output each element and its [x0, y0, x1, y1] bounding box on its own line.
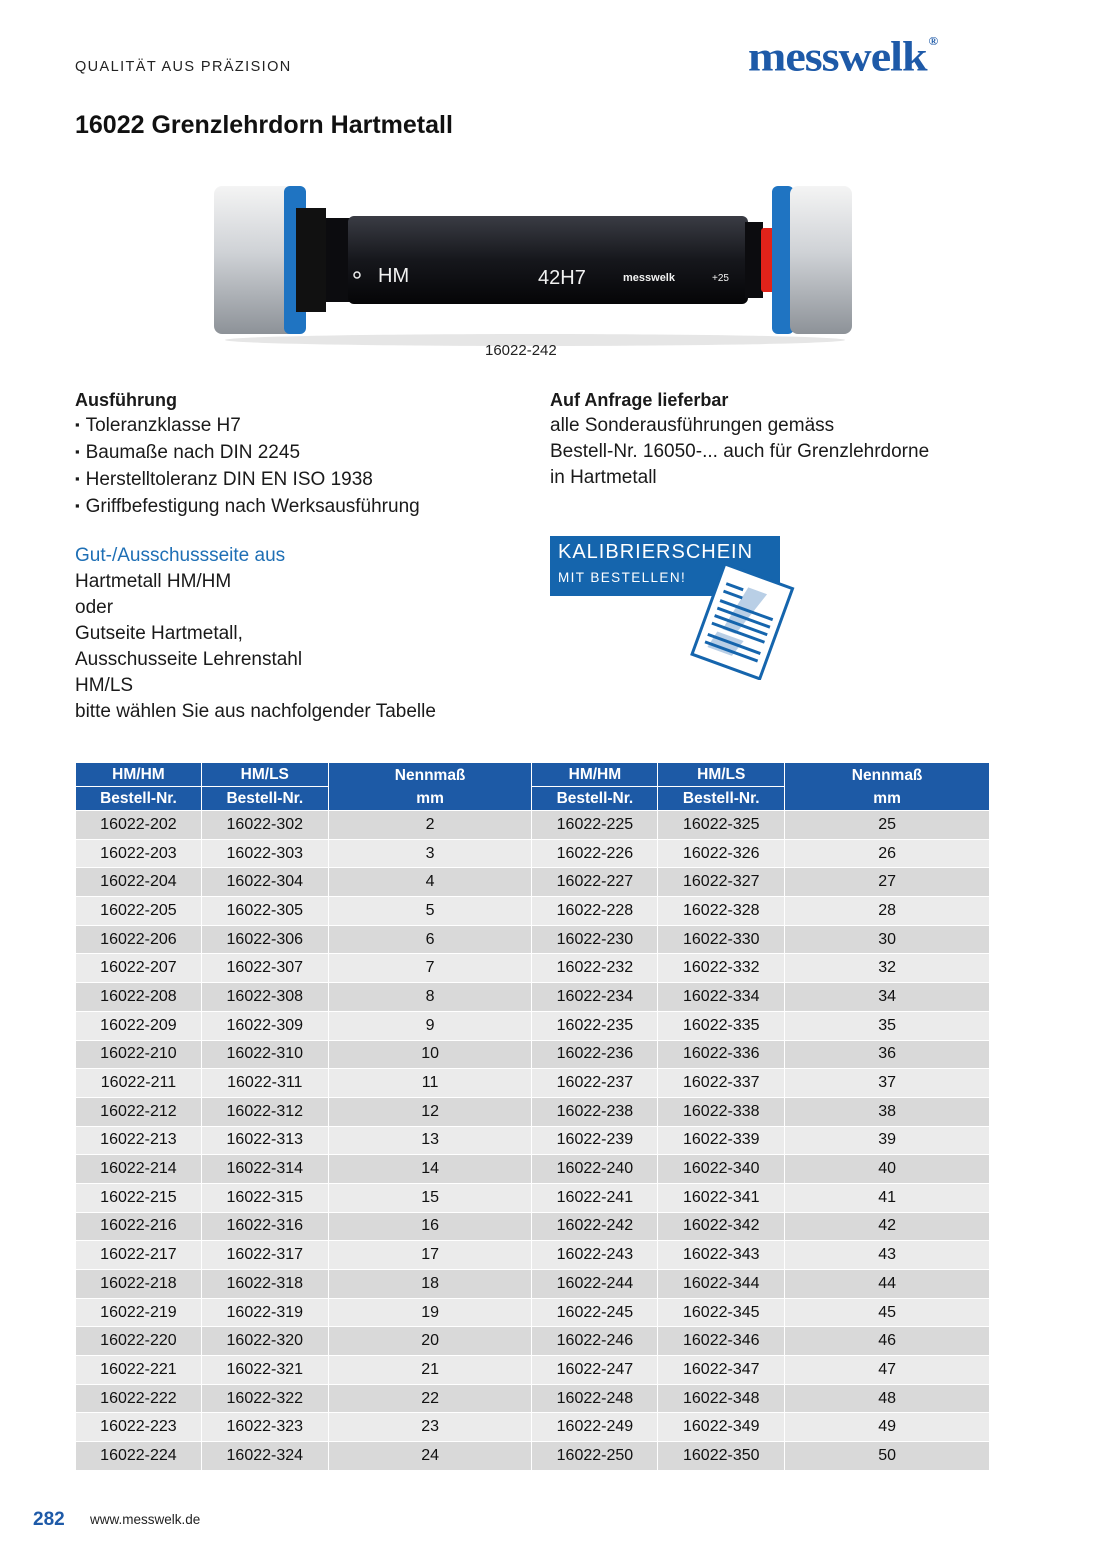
table-cell: 43: [785, 1241, 990, 1270]
table-cell: 24: [328, 1442, 532, 1471]
table-cell: 30: [785, 925, 990, 954]
material-section: [75, 543, 436, 725]
header-nennmass: Nennmaß mm: [785, 763, 990, 811]
table-cell: 16022-314: [201, 1155, 328, 1184]
page-number: 282: [33, 1509, 65, 1530]
table-cell: 16022-312: [201, 1097, 328, 1126]
table-row: [76, 1155, 990, 1184]
marking-tol: +25: [712, 273, 729, 284]
table-row: [76, 1327, 990, 1356]
table-cell: 16022-335: [658, 1011, 785, 1040]
table-cell: 16022-310: [201, 1040, 328, 1069]
table-row: [76, 1040, 990, 1069]
table-cell: 16022-308: [201, 983, 328, 1012]
header-hmls: HM/LS: [201, 763, 328, 787]
table-cell: 16022-349: [658, 1413, 785, 1442]
table-cell: 44: [785, 1270, 990, 1299]
table-cell: 22: [328, 1384, 532, 1413]
table-cell: 16022-338: [658, 1097, 785, 1126]
table-cell: 16022-207: [76, 954, 202, 983]
table-cell: 48: [785, 1384, 990, 1413]
table-cell: 16022-240: [532, 1155, 658, 1184]
table-cell: 16022-334: [658, 983, 785, 1012]
table-cell: 16022-320: [201, 1327, 328, 1356]
table-cell: 16022-232: [532, 954, 658, 983]
table-row: [76, 925, 990, 954]
page-title: 16022 Grenzlehrdorn Hartmetall: [75, 111, 453, 139]
table-cell: 16022-226: [532, 839, 658, 868]
header-bestell: Bestell-Nr.: [201, 787, 328, 811]
header-bestell: Bestell-Nr.: [658, 787, 785, 811]
table-row: [76, 954, 990, 983]
brand-logo: messwelk ®: [748, 32, 938, 80]
table-cell: 16022-222: [76, 1384, 202, 1413]
table-cell: 16022-323: [201, 1413, 328, 1442]
marking-hm: HM: [378, 265, 410, 287]
table-cell: 16022-202: [76, 811, 202, 840]
table-cell: 16022-230: [532, 925, 658, 954]
table-cell: 25: [785, 811, 990, 840]
table-cell: 10: [328, 1040, 532, 1069]
material-heading: Gut-/Ausschussseite aus: [75, 545, 286, 566]
table-cell: 39: [785, 1126, 990, 1155]
table-cell: 5: [328, 897, 532, 926]
table-cell: 41: [785, 1183, 990, 1212]
table-cell: 16022-242: [532, 1212, 658, 1241]
header-bestell: Bestell-Nr.: [532, 787, 658, 811]
table-cell: 16022-237: [532, 1069, 658, 1098]
table-cell: 16022-325: [658, 811, 785, 840]
table-row: [76, 1356, 990, 1385]
table-cell: 40: [785, 1155, 990, 1184]
table-cell: 16022-235: [532, 1011, 658, 1040]
table-cell: 16022-311: [201, 1069, 328, 1098]
table-row: [76, 811, 990, 840]
table-cell: 16022-350: [658, 1442, 785, 1471]
table-cell: 19: [328, 1298, 532, 1327]
table-cell: 16022-326: [658, 839, 785, 868]
material-line: Ausschusseite Lehrenstahl: [75, 649, 303, 670]
table-cell: 16022-225: [532, 811, 658, 840]
table-cell: 32: [785, 954, 990, 983]
table-cell: 16022-234: [532, 983, 658, 1012]
table-cell: 8: [328, 983, 532, 1012]
table-cell: 16022-328: [658, 897, 785, 926]
ausfuehrung-list: [75, 413, 420, 521]
table-cell: 16022-220: [76, 1327, 202, 1356]
list-item: ▪ Toleranzklasse H7: [75, 413, 420, 440]
table-cell: 20: [328, 1327, 532, 1356]
table-cell: 16022-330: [658, 925, 785, 954]
table-cell: 16022-306: [201, 925, 328, 954]
ausfuehrung-section: [75, 387, 420, 521]
table-cell: 16022-208: [76, 983, 202, 1012]
table-cell: 11: [328, 1069, 532, 1098]
table-cell: 16022-315: [201, 1183, 328, 1212]
table-cell: 16022-324: [201, 1442, 328, 1471]
table-cell: 14: [328, 1155, 532, 1184]
table-cell: 16022-345: [658, 1298, 785, 1327]
table-cell: 16022-246: [532, 1327, 658, 1356]
marking-brand: messwelk: [623, 272, 675, 284]
table-cell: 26: [785, 839, 990, 868]
table-cell: 16022-213: [76, 1126, 202, 1155]
table-cell: 18: [328, 1270, 532, 1299]
material-line: bitte wählen Sie aus nachfolgender Tabelle: [75, 701, 436, 722]
table-cell: 16022-305: [201, 897, 328, 926]
table-cell: 50: [785, 1442, 990, 1471]
table-cell: 16022-250: [532, 1442, 658, 1471]
table-cell: 16022-249: [532, 1413, 658, 1442]
table-cell: 15: [328, 1183, 532, 1212]
table-row: [76, 1011, 990, 1040]
table-cell: 16022-346: [658, 1327, 785, 1356]
header-hmhm: HM/HM: [532, 763, 658, 787]
table-row: [76, 1413, 990, 1442]
table-row: [76, 1384, 990, 1413]
table-row: [76, 983, 990, 1012]
table-cell: 16022-319: [201, 1298, 328, 1327]
table-cell: 28: [785, 897, 990, 926]
table-row: [76, 1126, 990, 1155]
table-cell: 6: [328, 925, 532, 954]
table-cell: 21: [328, 1356, 532, 1385]
table-cell: 16022-336: [658, 1040, 785, 1069]
table-row: [76, 1183, 990, 1212]
badge-subtitle: MIT BESTELLEN!: [558, 570, 687, 585]
table-cell: 4: [328, 868, 532, 897]
table-cell: 38: [785, 1097, 990, 1126]
table-cell: 16022-206: [76, 925, 202, 954]
table-cell: 16022-321: [201, 1356, 328, 1385]
table-cell: 13: [328, 1126, 532, 1155]
table-cell: 27: [785, 868, 990, 897]
table-cell: 16022-228: [532, 897, 658, 926]
ausfuehrung-heading: Ausführung: [75, 390, 177, 410]
material-line: Gutseite Hartmetall,: [75, 623, 243, 644]
table-cell: 3: [328, 839, 532, 868]
table-cell: 45: [785, 1298, 990, 1327]
table-cell: 34: [785, 983, 990, 1012]
material-line: HM/LS: [75, 675, 134, 696]
anfrage-section: [550, 387, 929, 491]
table-cell: 16022-205: [76, 897, 202, 926]
material-line: Hartmetall HM/HM: [75, 571, 232, 592]
table-cell: 16022-327: [658, 868, 785, 897]
table-cell: 7: [328, 954, 532, 983]
table-cell: 49: [785, 1413, 990, 1442]
table-cell: 16022-347: [658, 1356, 785, 1385]
table-cell: 2: [328, 811, 532, 840]
table-cell: 16022-212: [76, 1097, 202, 1126]
table-cell: 16022-309: [201, 1011, 328, 1040]
table-cell: 9: [328, 1011, 532, 1040]
table-body: [76, 811, 990, 1471]
table-cell: 16022-224: [76, 1442, 202, 1471]
table-cell: 16022-247: [532, 1356, 658, 1385]
table-cell: 16022-322: [201, 1384, 328, 1413]
table-cell: 16022-243: [532, 1241, 658, 1270]
table-cell: 42: [785, 1212, 990, 1241]
table-row: [76, 1241, 990, 1270]
table-cell: 46: [785, 1327, 990, 1356]
anfrage-line: Bestell-Nr. 16050-... auch für Grenzlehrdorne: [550, 441, 930, 462]
table-row: [76, 868, 990, 897]
table-cell: 37: [785, 1069, 990, 1098]
header-bestell: Bestell-Nr.: [76, 787, 202, 811]
table-cell: 16022-313: [201, 1126, 328, 1155]
header-hmhm: HM/HM: [76, 763, 202, 787]
table-cell: 17: [328, 1241, 532, 1270]
table-cell: 36: [785, 1040, 990, 1069]
table-cell: 16022-340: [658, 1155, 785, 1184]
list-item: ▪ Herstelltoleranz DIN EN ISO 1938: [75, 467, 420, 494]
table-row: [76, 1442, 990, 1471]
table-cell: 16022-217: [76, 1241, 202, 1270]
material-line: oder: [75, 597, 114, 618]
table-cell: 16022-317: [201, 1241, 328, 1270]
table-cell: 16022-316: [201, 1212, 328, 1241]
table-row: [76, 897, 990, 926]
table-cell: 16022-241: [532, 1183, 658, 1212]
table-cell: 16022-221: [76, 1356, 202, 1385]
product-image: [200, 168, 870, 348]
header-nennmass: Nennmaß mm: [328, 763, 532, 811]
table-cell: 16022-203: [76, 839, 202, 868]
table-cell: 47: [785, 1356, 990, 1385]
table-cell: 16022-332: [658, 954, 785, 983]
tagline: QUALITÄT AUS PRÄZISION: [75, 59, 292, 75]
table-cell: 16022-215: [76, 1183, 202, 1212]
product-caption: 16022-242: [485, 342, 557, 359]
anfrage-line: in Hartmetall: [550, 467, 657, 488]
certificate-document-icon: [676, 565, 806, 680]
table-cell: 16022-218: [76, 1270, 202, 1299]
table-cell: 16022-219: [76, 1298, 202, 1327]
table-cell: 16022-211: [76, 1069, 202, 1098]
table-cell: 16022-209: [76, 1011, 202, 1040]
table-cell: 16022-303: [201, 839, 328, 868]
header-hmls: HM/LS: [658, 763, 785, 787]
table-row: [76, 1097, 990, 1126]
table-cell: 35: [785, 1011, 990, 1040]
marking-size: 42H7: [538, 267, 586, 289]
table-cell: 16022-238: [532, 1097, 658, 1126]
table-cell: 23: [328, 1413, 532, 1442]
table-cell: 16022-248: [532, 1384, 658, 1413]
table-cell: 16: [328, 1212, 532, 1241]
table-cell: 16022-216: [76, 1212, 202, 1241]
table-cell: 16022-223: [76, 1413, 202, 1442]
table-row: [76, 1069, 990, 1098]
table-cell: 16022-204: [76, 868, 202, 897]
table-cell: 16022-342: [658, 1212, 785, 1241]
table-cell: 16022-348: [658, 1384, 785, 1413]
table-cell: 16022-227: [532, 868, 658, 897]
table-row: [76, 1212, 990, 1241]
website-url: www.messwelk.de: [90, 1512, 201, 1527]
table-cell: 16022-302: [201, 811, 328, 840]
table-cell: 16022-245: [532, 1298, 658, 1327]
badge-title: KALIBRIERSCHEIN: [558, 541, 754, 563]
table-cell: 16022-344: [658, 1270, 785, 1299]
order-table: [75, 762, 990, 1471]
table-cell: 16022-339: [658, 1126, 785, 1155]
table-cell: 16022-244: [532, 1270, 658, 1299]
table-cell: 16022-239: [532, 1126, 658, 1155]
anfrage-line: alle Sonderausführungen gemäss: [550, 415, 835, 436]
table-cell: 16022-318: [201, 1270, 328, 1299]
table-cell: 16022-214: [76, 1155, 202, 1184]
table-row: [76, 1298, 990, 1327]
anfrage-heading: Auf Anfrage lieferbar: [550, 390, 729, 410]
table-cell: 16022-210: [76, 1040, 202, 1069]
table-cell: 16022-236: [532, 1040, 658, 1069]
table-cell: 16022-337: [658, 1069, 785, 1098]
table-row: [76, 1270, 990, 1299]
table-cell: 12: [328, 1097, 532, 1126]
list-item: ▪ Baumaße nach DIN 2245: [75, 440, 420, 467]
table-cell: 16022-304: [201, 868, 328, 897]
table-cell: 16022-341: [658, 1183, 785, 1212]
table-cell: 16022-307: [201, 954, 328, 983]
table-row: [76, 839, 990, 868]
list-item: ▪ Griffbefestigung nach Werksausführung: [75, 494, 420, 521]
table-cell: 16022-343: [658, 1241, 785, 1270]
